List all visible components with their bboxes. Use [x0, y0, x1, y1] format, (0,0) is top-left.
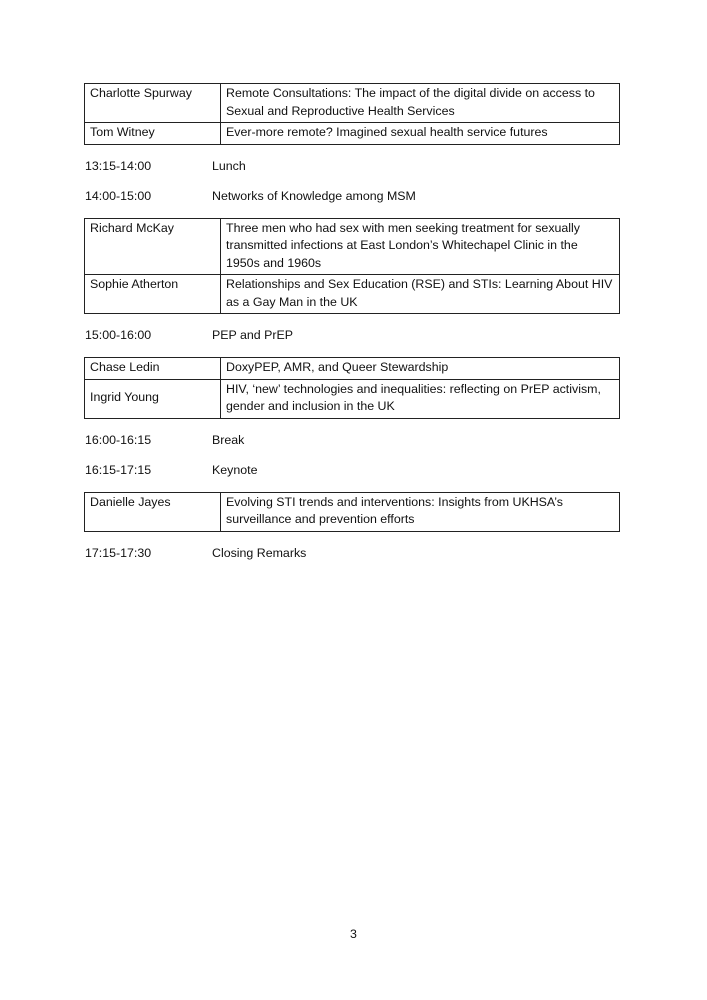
page-number: 3: [350, 927, 357, 941]
session-time: 13:15-14:00: [85, 158, 152, 173]
session-label: Lunch: [212, 158, 246, 173]
session-heading: [85, 545, 620, 562]
session-label: Keynote: [212, 462, 258, 477]
session-time: 16:00-16:15: [85, 432, 152, 447]
talk-title: HIV, ‘new’ technologies and inequalities: reflecting on PrEP activism, gender and inclusion in the UK: [221, 379, 620, 418]
session-time: 17:15-17:30: [85, 545, 152, 560]
talk-title: Remote Consultations: The impact of the digital divide on access to Sexual and Reproductive Health Services: [221, 84, 620, 123]
talk-row: [85, 492, 620, 531]
talks-table: [84, 492, 620, 532]
talk-row: [85, 358, 620, 380]
session-heading: [85, 327, 620, 344]
talks-table: [84, 357, 620, 419]
talk-title: Three men who had sex with men seeking treatment for sexually transmitted infections at East London’s Whitechapel Clinic in the 1950s and 1960s: [221, 218, 620, 275]
session-time: 15:00-16:00: [85, 328, 152, 342]
talks-table: [84, 218, 620, 315]
session-time: 16:15-17:15: [85, 462, 152, 477]
speaker-name: Chase Ledin: [85, 358, 221, 380]
talk-row: [85, 379, 620, 418]
speaker-name: Tom Witney: [85, 123, 221, 145]
talks-table: [84, 83, 620, 145]
talk-row: [85, 275, 620, 314]
speaker-name: Sophie Atherton: [85, 275, 221, 314]
talk-row: [85, 218, 620, 275]
session-label: Closing Remarks: [212, 545, 307, 560]
session-label: PEP and PrEP: [212, 328, 294, 342]
speaker-name: Ingrid Young: [85, 379, 221, 418]
session-heading: [85, 158, 620, 175]
session-heading: [85, 462, 620, 479]
talk-title: Relationships and Sex Education (RSE) and STIs: Learning About HIV as a Gay Man in the UK: [221, 275, 620, 314]
session-label: Break: [212, 432, 245, 447]
talk-title: Ever-more remote? Imagined sexual health service futures: [221, 123, 620, 145]
session-time: 14:00-15:00: [85, 188, 152, 203]
session-heading: [85, 188, 620, 205]
speaker-name: Danielle Jayes: [85, 492, 221, 531]
talk-row: [85, 123, 620, 145]
speaker-name: Charlotte Spurway: [85, 84, 221, 123]
programme-schedule: [84, 83, 620, 575]
talk-title: Evolving STI trends and interventions: Insights from UKHSA’s surveillance and prevention efforts: [221, 492, 620, 531]
session-heading: [85, 432, 620, 449]
speaker-name: Richard McKay: [85, 218, 221, 275]
talk-row: [85, 84, 620, 123]
session-label: Networks of Knowledge among MSM: [212, 188, 416, 203]
talk-title: DoxyPEP, AMR, and Queer Stewardship: [221, 358, 620, 380]
